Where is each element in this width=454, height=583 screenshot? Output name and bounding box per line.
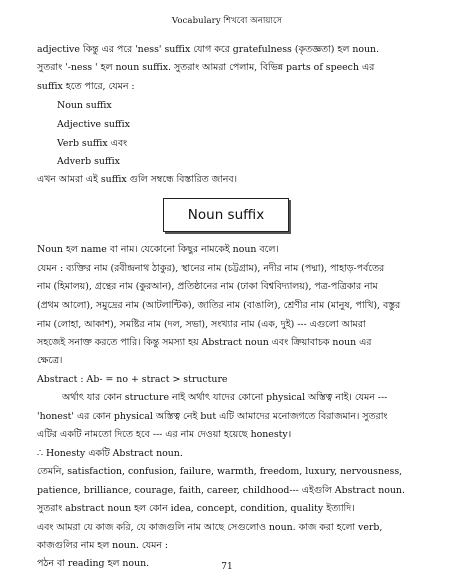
running-header: Vocabulary শিখবো অনায়াসে bbox=[171, 16, 283, 26]
section-title-box bbox=[163, 198, 289, 232]
intro-line-3: suffix হতে পারে, যেমন : bbox=[37, 81, 135, 92]
body-line: 'honest' এর কোন physical অস্তিত্ব নেই but এটি আমাদের মনোজগতে বিরাজমান। সুতরাং bbox=[37, 411, 388, 422]
body-line: যেমন : ব্যক্তির নাম (রবীন্দ্রনাথ ঠাকুর), স্থানের নাম (চট্টগ্রাম), নদীর নাম (পদ্মা), পাহাড়-পর্বতের bbox=[37, 263, 385, 274]
body-line: (প্রথম আলো), সমুদ্রের নাম (আটলান্টিক), জাতির নাম (বাঙালি), শ্রেণীর নাম (মানুষ, পাখি), বস্তুর bbox=[37, 300, 401, 311]
body-line: সহজেই সনাক্ত করতে পারি। কিন্তু সমস্যা হয় Abstract noun এবং ক্রিয়াবাচক noun এর bbox=[37, 337, 372, 348]
body-line: তেমনি, satisfaction, confusion, failure, warmth, freedom, luxury, nervousness, bbox=[37, 466, 403, 477]
suffix-list-item: Verb suffix এবং bbox=[57, 138, 128, 149]
body-line: ∴ Honesty একটি Abstract noun. bbox=[37, 448, 183, 459]
body-line: কাজগুলির নাম হল noun. যেমন : bbox=[37, 540, 169, 551]
body-line: এটির একটি নামতো দিতে হবে --- এর নাম দেওয়া হয়েছে honesty। bbox=[37, 429, 292, 440]
page-number: 71 bbox=[221, 562, 233, 572]
intro-line-1: adjective কিন্তু এর পরে 'ness' suffix যোগ করে gratefulness (কৃতজ্ঞতা) হল noun. bbox=[37, 44, 380, 55]
body-line: Abstract : Ab- = no + stract > structure bbox=[37, 374, 228, 385]
body-line: এবং আমরা যে কাজ করি, যে কাজগুলি নাম আছে সেগুলোও noun. কাজ করা হলো verb, bbox=[37, 522, 383, 533]
section-title: Noun suffix bbox=[187, 207, 265, 223]
suffix-list-item: Noun suffix bbox=[57, 100, 112, 111]
suffix-list-item: Adjective suffix bbox=[57, 119, 130, 130]
intro-closing-line: এখন আমরা এই suffix গুলি সম্বন্ধে বিস্তারিত জানব। bbox=[37, 174, 237, 185]
body-line: Noun হল name বা নাম। যেকোনো কিছুর নামকেই noun বলে। bbox=[37, 244, 279, 255]
suffix-list-item: Adverb suffix bbox=[57, 156, 120, 167]
body-line: patience, brilliance, courage, faith, career, childhood--- এইগুলি Abstract noun. bbox=[37, 485, 405, 496]
intro-line-2: সুতরাং '-ness ' হল noun suffix. সুতরাং আমরা পেলাম, বিভিন্ন parts of speech এর bbox=[37, 62, 375, 73]
body-line: নাম (হিমালয়), গ্রন্থের নাম (কুরআন), প্রতিষ্ঠানের নাম (ঢাকা বিশ্ববিদ্যালয়), পত্র-পত্রিকার নাম bbox=[37, 281, 378, 292]
body-line: অর্থাৎ যার কোন structure নাই অর্থাৎ যাদের কোনো physical অস্তিত্ব নাই। যেমন --- bbox=[62, 392, 388, 403]
body-line: ক্ষেত্রে। bbox=[37, 355, 63, 366]
body-line: পঠন বা reading হল noun. bbox=[37, 558, 150, 569]
body-line: নাম (লোহা, আকাশ), সমষ্টির নাম (দল, সভা), সংখ্যার নাম (এক, দুই) --- এগুলো আমরা bbox=[37, 319, 366, 330]
body-line: সুতরাং abstract noun হল কোন idea, concept, condition, quality ইত্যাদি। bbox=[37, 503, 355, 514]
